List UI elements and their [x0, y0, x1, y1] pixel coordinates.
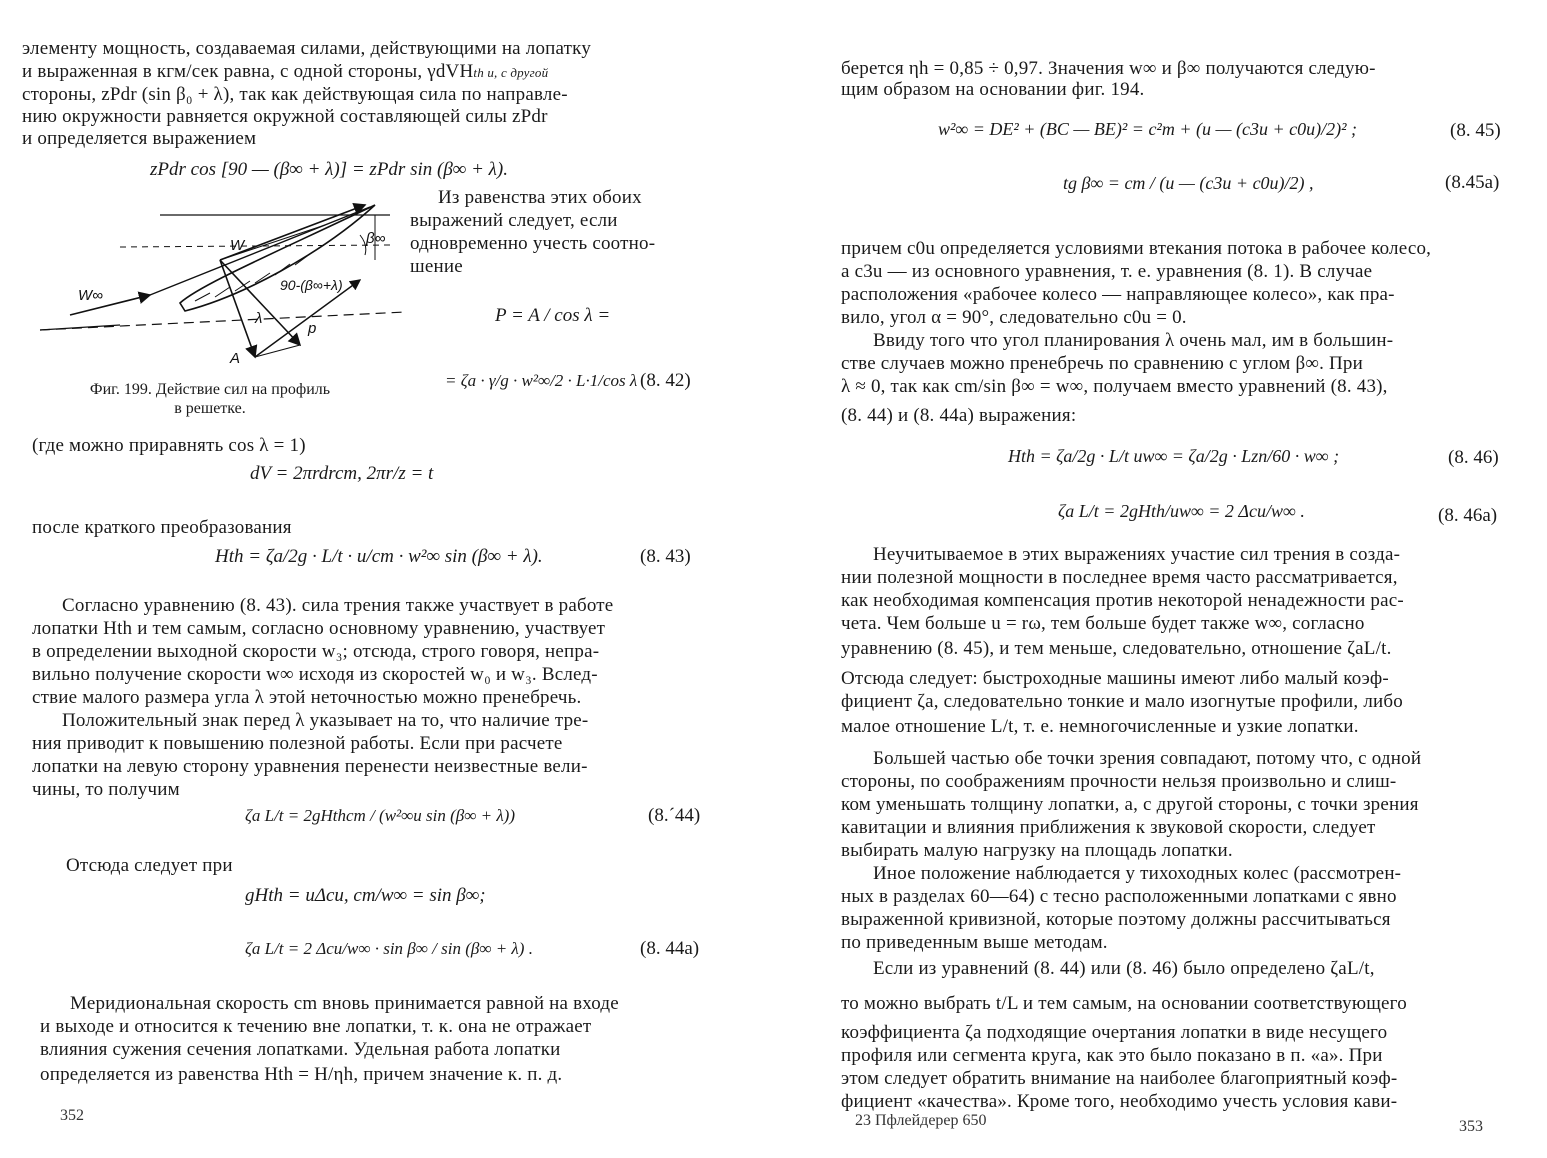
text-line: выбирать малую нагрузку на площадь лопатки.	[841, 840, 1233, 861]
text-line: Положительный знак перед λ указывает на то, что наличие тре-	[62, 710, 589, 731]
page-footer: 23 Пфлейдерер 650	[855, 1112, 987, 1129]
text-line: лопатки Hth и тем самым, согласно основному уравнению, участвует	[32, 618, 606, 639]
label-angle: 90-(β∞+λ)	[280, 277, 343, 293]
text-line: лопатки на левую сторону уравнения перенести неизвестные вели-	[32, 756, 588, 777]
text-line: профиля или сегмента круга, как это было показано в п. «а». При	[841, 1045, 1383, 1066]
left-page	[0, 0, 773, 1158]
text-line: Ввиду того что угол планирования λ очень мал, им в большин-	[873, 330, 1394, 351]
equation-number: (8. 45)	[1450, 120, 1501, 141]
text-line: малое отношение L/t, т. е. немногочисленные и узкие лопатки.	[841, 716, 1359, 737]
page-number: 353	[1459, 1118, 1483, 1135]
text-line: ствие малого размера угла λ этой неточностью можно пренебречь.	[32, 687, 582, 708]
text-line: чины, то получим	[32, 779, 180, 800]
text-line	[22, 61, 548, 84]
text-line: шение	[410, 256, 463, 277]
text-line: Меридиональная скорость cm вновь принимается равной на входе	[70, 993, 619, 1014]
text-line: ния приводит к повышению полезной работы. Если при расчете	[32, 733, 563, 754]
text-line: Согласно уравнению (8. 43). сила трения также участвует в работе	[62, 595, 614, 616]
equation-8-46a: ζa L/t = 2gHth/uw∞ = 2 Δcu/w∞ .	[1058, 501, 1305, 521]
label-lambda: λ	[255, 310, 263, 327]
text-line: выражений следует, если	[410, 210, 618, 231]
text-line: в определении выходной скорости w₃; отсюда, строго говоря, непра-	[32, 641, 600, 662]
text-line: влияния сужения сечения лопатками. Удельная работа лопатки	[40, 1039, 561, 1060]
text-line: вильно получение скорости w∞ исходя из скоростей w₀ и w₃. Вслед-	[32, 664, 598, 685]
text-line: Иное положение наблюдается у тихоходных колес (рассмотрен-	[873, 863, 1402, 884]
text-line: Отсюда следует: быстроходные машины имеют либо малый коэф-	[841, 668, 1389, 689]
text-line: Большей частью обе точки зрения совпадают, потому что, с одной	[873, 748, 1422, 769]
text-line: (где можно приравнять cos λ = 1)	[32, 435, 306, 456]
equation-p: P = A / cos λ =	[495, 305, 611, 326]
text-line: фициент «качества». Кроме того, необходимо учесть условия кави-	[841, 1091, 1398, 1112]
text-line: (8. 44) и (8. 44a) выражения:	[841, 405, 1077, 426]
text-line: по приведенным выше методам.	[841, 932, 1108, 953]
text-line: одновременно учесть соотно-	[410, 233, 656, 254]
equation-8-43: Hth = ζa/2g · L/t · u/cm · w²∞ sin (β∞ + λ).	[215, 546, 543, 567]
equation-8-44a: ζa L/t = 2 Δcu/w∞ · sin β∞ / sin (β∞ + λ) .	[245, 939, 533, 958]
text-line: выраженной кривизной, которые поэтому должны рассчитываться	[841, 909, 1391, 930]
equation-number: (8. 44a)	[640, 938, 700, 959]
text-line: нии полезной мощности в последнее время часто рассматривается,	[841, 567, 1398, 588]
equation-number: (8. 42)	[640, 370, 691, 391]
equation-gh: gHth = uΔcu, cm/w∞ = sin β∞;	[245, 885, 486, 906]
text-line: стороны, по соображениям прочности нельзя произвольно и слиш-	[841, 771, 1397, 792]
text-line: стве случаев можно пренебречь по сравнению с углом β∞. При	[841, 353, 1363, 374]
text-line: элементу мощность, создаваемая силами, действующими на лопатку	[22, 38, 592, 59]
text-line: после краткого преобразования	[32, 517, 292, 538]
text-line: стороны, zPdr (sin β₀ + λ), так как действующая сила по направле-	[22, 84, 568, 105]
text-line: и выходе и относится к течению вне лопатки, т. к. она не отражает	[40, 1016, 592, 1037]
equation-8-45a: tg β∞ = cm / (u — (c3u + c0u)/2) ,	[1063, 173, 1314, 193]
equation-number: (8. 46)	[1448, 447, 1499, 468]
equation-cos: zPdr cos [90 — (β∞ + λ)] = zPdr sin (β∞ + λ).	[150, 159, 508, 180]
label-beta-inf: β∞	[366, 230, 386, 247]
equation-number: (8. 43)	[640, 546, 691, 567]
text-line: λ ≈ 0, так как cm/sin β∞ = w∞, получаем вместо уравнений (8. 43),	[841, 376, 1388, 397]
text-line: вило, угол α = 90°, следовательно c0u = 0.	[841, 307, 1187, 328]
text-line: и определяется выражением	[22, 128, 257, 149]
equation-number: (8.´44)	[648, 805, 701, 826]
text-line: фициент ζa, следовательно тонкие и мало изогнутые профили, либо	[841, 691, 1403, 712]
equation-dv: dV = 2πrdrcm, 2πr/z = t	[250, 463, 434, 484]
text-line: то можно выбрать t/L и тем самым, на основании соответствующего	[841, 993, 1407, 1014]
text-line: этом следует обратить внимание на наиболее благоприятный коэф-	[841, 1068, 1398, 1089]
text-segment: th и, с другой	[473, 65, 549, 80]
equation-8-42: = ζa · γ/g · w²∞/2 · L·1/cos λ	[445, 371, 638, 390]
equation-8-46: Hth = ζa/2g · L/t uw∞ = ζa/2g · Lzn/60 · w∞ ;	[1008, 446, 1340, 466]
text-line: нию окружности равняется окружной составляющей силы zPdr	[22, 106, 548, 127]
label-w: W	[230, 237, 245, 254]
right-page	[773, 0, 1547, 1158]
text-line: ных в разделах 60—64) с тесно расположенными лопатками с явно	[841, 886, 1397, 907]
text-line: уравнению (8. 45), и тем меньше, следовательно, отношение ζaL/t.	[841, 638, 1392, 659]
text-line: Отсюда следует при	[66, 855, 233, 876]
page-number: 352	[60, 1107, 84, 1124]
text-line: расположения «рабочее колесо — направляющее колесо», как пра-	[841, 284, 1395, 305]
text-line: Если из уравнений (8. 44) или (8. 46) было определено ζaL/t,	[873, 958, 1375, 979]
text-line: Неучитываемое в этих выражениях участие сил трения в созда-	[873, 544, 1401, 565]
text-line: определяется из равенства Hth = H/ηh, причем значение к. п. д.	[40, 1064, 563, 1085]
equation-8-44: ζa L/t = 2gHthcm / (w²∞u sin (β∞ + λ))	[245, 806, 516, 825]
text-line: Из равенства этих обоих	[438, 187, 642, 208]
equation-number: (8.45a)	[1445, 172, 1500, 193]
text-line: причем c0u определяется условиями втекания потока в рабочее колесо,	[841, 238, 1432, 259]
equation-8-45: w²∞ = DE² + (BC — BE)² = c²m + (u — (c3u + c0u)/2)² ;	[938, 119, 1357, 139]
text-line: берется ηh = 0,85 ÷ 0,97. Значения w∞ и β∞ получаются следую-	[841, 58, 1376, 79]
figure-caption: Фиг. 199. Действие сил на профиль	[89, 381, 331, 398]
text-line: кавитации и влияния приближения к звуковой скорости, следует	[841, 817, 1376, 838]
figure-199-diagram	[30, 185, 430, 395]
text-line: чета. Чем больше u = rω, тем больше будет также w∞, согласно	[841, 613, 1365, 634]
label-w-inf: W∞	[78, 287, 103, 304]
text-line: щим образом на основании фиг. 194.	[841, 79, 1145, 100]
label-p: p	[308, 320, 317, 337]
text-segment: и выраженная в кгм/сек равна, с одной стороны, γdVH	[22, 61, 474, 82]
label-a: A	[230, 350, 241, 367]
text-line: как необходимая компенсация против некоторой ненадежности рас-	[841, 590, 1404, 611]
text-line: ком уменьшать толщину лопатки, а, с другой стороны, с точки зрения	[841, 794, 1419, 815]
figure-caption: в решетке.	[174, 400, 246, 417]
text-line: а c3u — из основного уравнения, т. е. уравнения (8. 1). В случае	[841, 261, 1373, 282]
equation-number: (8. 46a)	[1438, 505, 1498, 526]
text-line: коэффициента ζa подходящие очертания лопатки в виде несущего	[841, 1022, 1388, 1043]
